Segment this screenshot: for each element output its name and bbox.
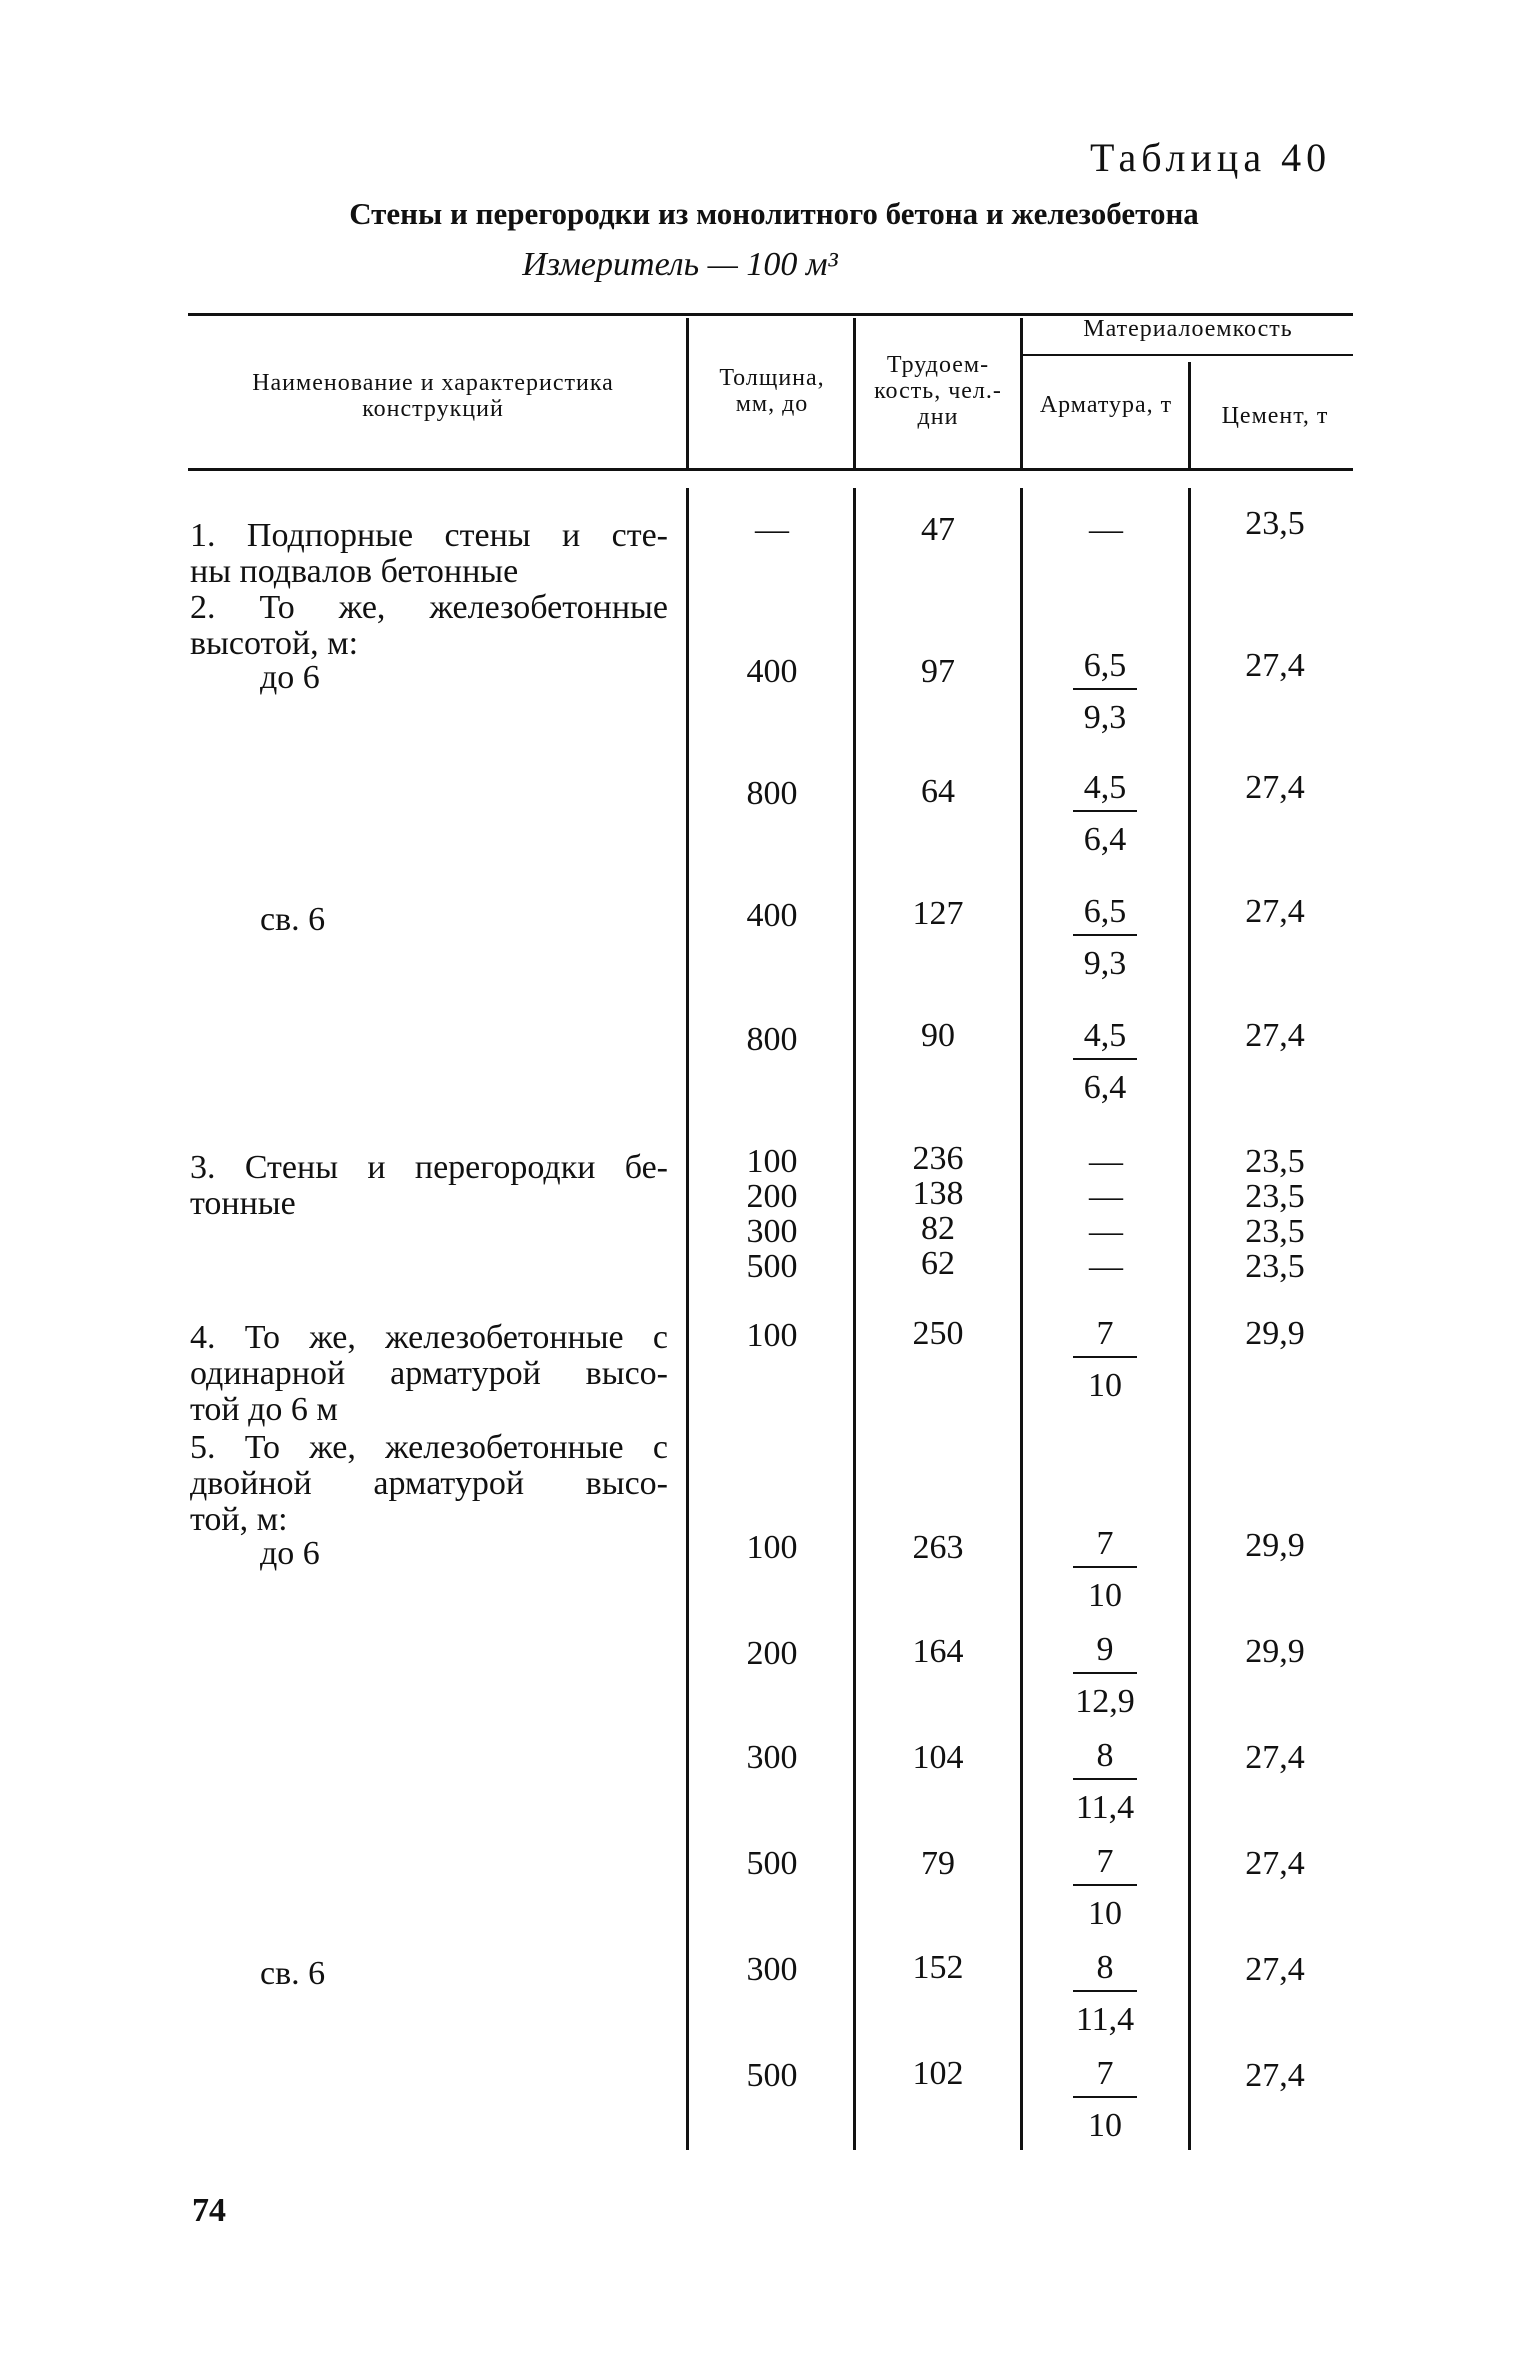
rebar-bottom: 12,9 [1075,1683,1135,1720]
header-bottom-rule [188,468,1353,471]
cell-labor: 62 [921,1245,955,1282]
desc-2-up-to-6: до 6 [260,659,320,696]
rebar-top: 9 [1096,1631,1114,1668]
cell-labor: 82 [921,1210,955,1247]
col-divider-2-head [853,318,856,468]
header-labor: Трудоем- кость, чел.-дни [874,352,1002,430]
cell-cement: 27,4 [1245,1017,1305,1054]
cell-thickness: 800 [746,1021,798,1058]
desc-5-up-to-6: до 6 [260,1535,320,1572]
cell-labor: 263 [912,1529,964,1566]
cell-cement: 23,5 [1245,1213,1305,1250]
rebar-top: 4,5 [1083,1017,1127,1054]
col-divider-3-head [1020,318,1023,468]
cell-rebar: — [1089,1213,1123,1250]
cell-labor: 127 [912,895,964,932]
cell-rebar-fraction [1055,1526,1155,1614]
cell-thickness: 300 [746,1951,798,1988]
materials-rule [1023,354,1353,356]
col-divider-3 [1020,488,1023,2150]
desc-1-line-2: ны подвалов бетонные [190,553,519,590]
cell-rebar: — [1089,1248,1123,1285]
cell-rebar-fraction [1055,1950,1155,2038]
cell-rebar: — [1089,1143,1123,1180]
cell-rebar: — [1089,1178,1123,1215]
rebar-bottom: 10 [1088,1577,1122,1614]
cell-thickness: — [755,511,789,548]
desc-1-line-1: 1. Подпорные стены и сте- [190,517,668,554]
col-divider-4 [1188,488,1191,2150]
cell-cement: 29,9 [1245,1633,1305,1670]
rebar-bottom: 10 [1088,1367,1122,1404]
desc-2-line-1: 2. То же, железобетонные [190,589,668,626]
cell-cement: 23,5 [1245,1178,1305,1215]
cell-labor: 104 [912,1739,964,1776]
cell-labor: 97 [921,653,955,690]
page-number: 74 [192,2192,226,2229]
rebar-bottom: 10 [1088,1895,1122,1932]
cell-thickness: 200 [746,1178,798,1215]
cell-cement: 27,4 [1245,1739,1305,1776]
cell-thickness: 400 [746,897,798,934]
cell-labor: 64 [921,773,955,810]
desc-3-line-2: тонные [190,1185,296,1222]
cell-cement: 27,4 [1245,2057,1305,2094]
cell-cement: 27,4 [1245,769,1305,806]
cell-cement: 23,5 [1245,1143,1305,1180]
cell-labor: 90 [921,1017,955,1054]
cell-thickness: 100 [746,1529,798,1566]
rebar-top: 4,5 [1083,769,1127,806]
cell-cement: 29,9 [1245,1527,1305,1564]
cell-rebar-fraction [1055,1632,1155,1720]
cell-labor: 138 [912,1175,964,1212]
rebar-top: 6,5 [1083,893,1127,930]
cell-cement: 27,4 [1245,1951,1305,1988]
cell-thickness: 400 [746,653,798,690]
cell-rebar-fraction [1055,1316,1155,1404]
cell-thickness: 200 [746,1635,798,1672]
col-divider-1-head [686,318,689,468]
rebar-top: 6,5 [1083,647,1127,684]
table-title: Стены и перегородки из монолитного бетона и железобетона [349,196,1199,231]
cell-rebar-fraction [1055,894,1155,982]
rebar-bottom: 11,4 [1075,1789,1135,1826]
header-rebar: Арматура, т [1039,392,1173,418]
cell-labor: 250 [912,1315,964,1352]
col-divider-4-head [1188,362,1191,468]
cell-labor: 102 [912,2055,964,2092]
table-label: Таблица 40 [1090,135,1332,180]
desc-5-line-3: той, м: [190,1501,288,1538]
desc-2-line-2: высотой, м: [190,625,359,662]
cell-labor: 164 [912,1633,964,1670]
cell-labor: 236 [912,1140,964,1177]
rebar-top: 8 [1096,1737,1114,1774]
cell-rebar-fraction [1055,648,1155,736]
desc-5-line-2: двойной арматурой высо- [190,1465,668,1502]
rebar-bottom: 9,3 [1083,699,1127,736]
cell-rebar-fraction [1055,1738,1155,1826]
rebar-bottom: 11,4 [1075,2001,1135,2038]
rebar-top: 7 [1096,1843,1114,1880]
rebar-top: 7 [1096,2055,1114,2092]
rebar-bottom: 6,4 [1083,1069,1127,1106]
col-divider-1 [686,488,689,2150]
cell-cement: 23,5 [1245,505,1305,542]
cell-thickness: 500 [746,2057,798,2094]
desc-4-line-2: одинарной арматурой высо- [190,1355,668,1392]
desc-4-line-1: 4. То же, железобетонные с [190,1319,668,1356]
rebar-bottom: 9,3 [1083,945,1127,982]
desc-4-line-3: той до 6 м [190,1391,338,1428]
cell-thickness: 500 [746,1248,798,1285]
cell-cement: 27,4 [1245,893,1305,930]
cell-rebar: — [1089,511,1123,548]
header-materials: Материалоемкость [1083,316,1293,342]
cell-cement: 27,4 [1245,647,1305,684]
cell-labor: 47 [921,511,955,548]
col-divider-2 [853,488,856,2150]
cell-labor: 79 [921,1845,955,1882]
cell-labor: 152 [912,1949,964,1986]
rebar-bottom: 10 [1088,2107,1122,2144]
cell-thickness: 300 [746,1213,798,1250]
rebar-top: 7 [1096,1315,1114,1352]
cell-thickness: 100 [746,1143,798,1180]
cell-thickness: 500 [746,1845,798,1882]
desc-2-over-6: св. 6 [260,901,326,938]
cell-cement: 23,5 [1245,1248,1305,1285]
cell-cement: 27,4 [1245,1845,1305,1882]
cell-thickness: 800 [746,775,798,812]
cell-rebar-fraction [1055,1844,1155,1932]
cell-rebar-fraction [1055,2056,1155,2144]
rebar-top: 8 [1096,1949,1114,1986]
cell-thickness: 100 [746,1317,798,1354]
header-cement: Цемент, т [1221,403,1329,429]
header-thickness: Толщина, мм, до [719,365,825,417]
rebar-top: 7 [1096,1525,1114,1562]
desc-5-line-1: 5. То же, железобетонные с [190,1429,668,1466]
rebar-bottom: 6,4 [1083,821,1127,858]
desc-3-line-1: 3. Стены и перегородки бе- [190,1149,668,1186]
header-name: Наименование и характеристика конструкций [252,370,614,422]
cell-rebar-fraction [1055,770,1155,858]
measurement-unit: Измеритель — 100 м³ [522,246,838,283]
desc-5-over-6: св. 6 [260,1955,326,1992]
cell-thickness: 300 [746,1739,798,1776]
cell-rebar-fraction [1055,1018,1155,1106]
cell-cement: 29,9 [1245,1315,1305,1352]
